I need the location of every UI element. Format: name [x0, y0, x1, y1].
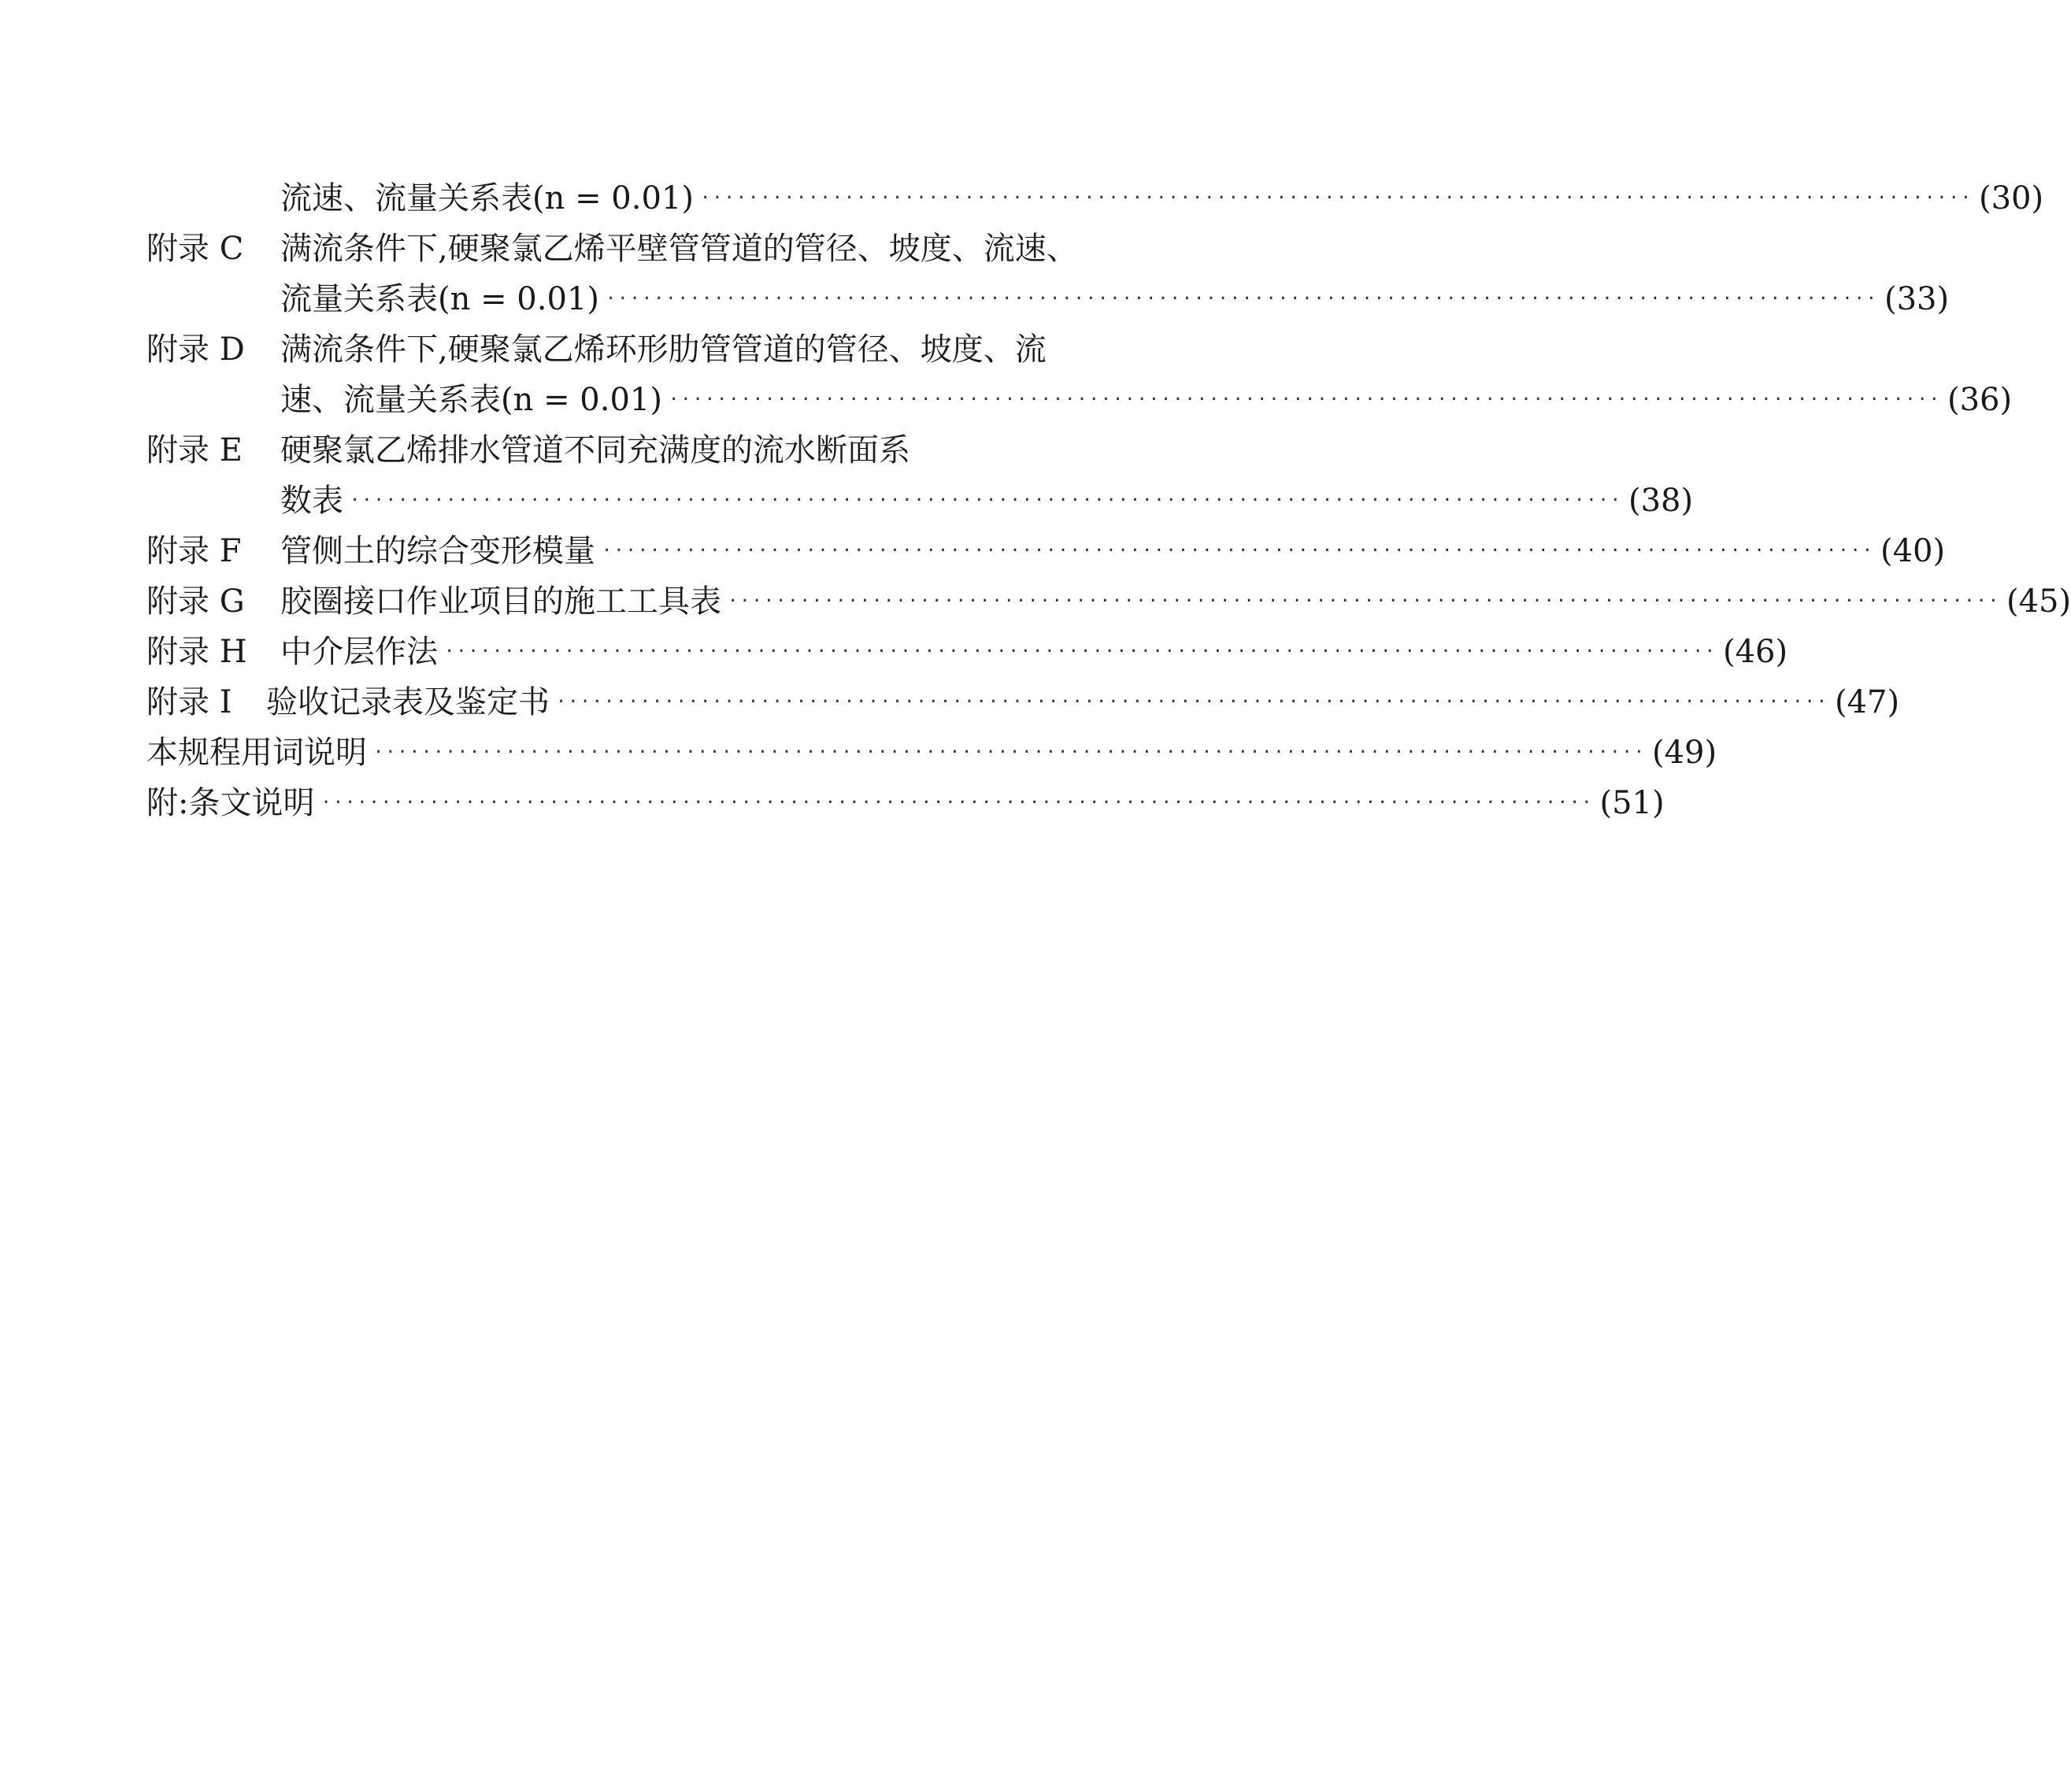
toc-entry-label: 附录 I [146, 684, 232, 720]
toc-entry-title-cont: 数表 [280, 483, 343, 519]
toc-entry-title: 满流条件下,硬聚氯乙烯环形肋管管道的管径、坡度、流 [280, 331, 1047, 368]
toc-page-number: (40) [1880, 533, 1946, 569]
toc-page-number: (51) [1599, 785, 1665, 821]
toc-page-number: (33) [1884, 281, 1950, 317]
toc-entry-label: 附录 D [146, 331, 245, 368]
toc-entry-title-cont: 速、流量关系表(n = 0.01) [280, 382, 662, 418]
toc-page-number: (49) [1651, 735, 1717, 771]
toc-entry-title: 胶圈接口作业项目的施工工具表 [280, 583, 721, 620]
dot-leader: ·········································································································· [556, 692, 1828, 712]
toc-entry-title-cont: 流量关系表(n = 0.01) [280, 281, 599, 317]
dot-leader: ·········································································································· [668, 390, 1941, 409]
toc-line [146, 677, 1900, 728]
toc-entry-label: 附录 C [146, 231, 244, 267]
toc-entry-title: 本规程用词说明 [146, 735, 367, 771]
toc-line [146, 627, 1788, 677]
toc-line [146, 526, 1946, 576]
toc-entry-title: 中介层作法 [280, 634, 438, 670]
toc-entry-title: 验收记录表及鉴定书 [266, 684, 550, 720]
toc-line [146, 173, 2044, 224]
toc-entry-title: 管侧土的综合变形模量 [280, 533, 595, 569]
dot-leader: ·········································································································· [605, 289, 1878, 309]
dot-leader: ·········································································································· [373, 742, 1646, 762]
toc-entry-label: 附录 E [146, 432, 243, 468]
toc-page-number: (47) [1834, 684, 1900, 720]
toc-line [146, 476, 1694, 526]
toc-page-number: (38) [1628, 483, 1694, 519]
dot-leader: ·········································································································· [699, 188, 1973, 208]
toc-line [146, 274, 1950, 324]
toc-page-number: (46) [1722, 634, 1788, 670]
toc-line [146, 576, 2071, 627]
toc-entry-title: 硬聚氯乙烯排水管道不同充满度的流水断面系 [280, 432, 910, 468]
toc-entry-label: 附录 G [146, 583, 245, 620]
toc-page-number: (30) [1978, 180, 2044, 217]
dot-leader: ·········································································································· [350, 491, 1622, 510]
toc-page-number: (36) [1947, 382, 2013, 418]
toc-line [146, 778, 1665, 828]
dot-leader: ·········································································································· [444, 642, 1717, 661]
dot-leader: ·········································································································· [320, 793, 1594, 813]
toc-entry-label: 附录 H [146, 634, 247, 670]
toc-line [146, 375, 2013, 425]
toc-page-number: (45) [2006, 583, 2071, 620]
dot-leader: ·········································································································· [728, 591, 2000, 611]
toc-entry-title: 满流条件下,硬聚氯乙烯平壁管管道的管径、坡度、流速、 [280, 231, 1078, 267]
dot-leader: ·········································································································· [602, 541, 1874, 561]
table-of-contents [146, 173, 2071, 828]
toc-entry-label: 附录 F [146, 533, 242, 569]
toc-line [146, 224, 1104, 274]
toc-line [146, 425, 1104, 476]
toc-line [146, 324, 1104, 375]
toc-entry-title: 附:条文说明 [146, 785, 315, 821]
toc-entry-title: 流速、流量关系表(n = 0.01) [280, 180, 694, 217]
toc-line [146, 728, 1717, 778]
